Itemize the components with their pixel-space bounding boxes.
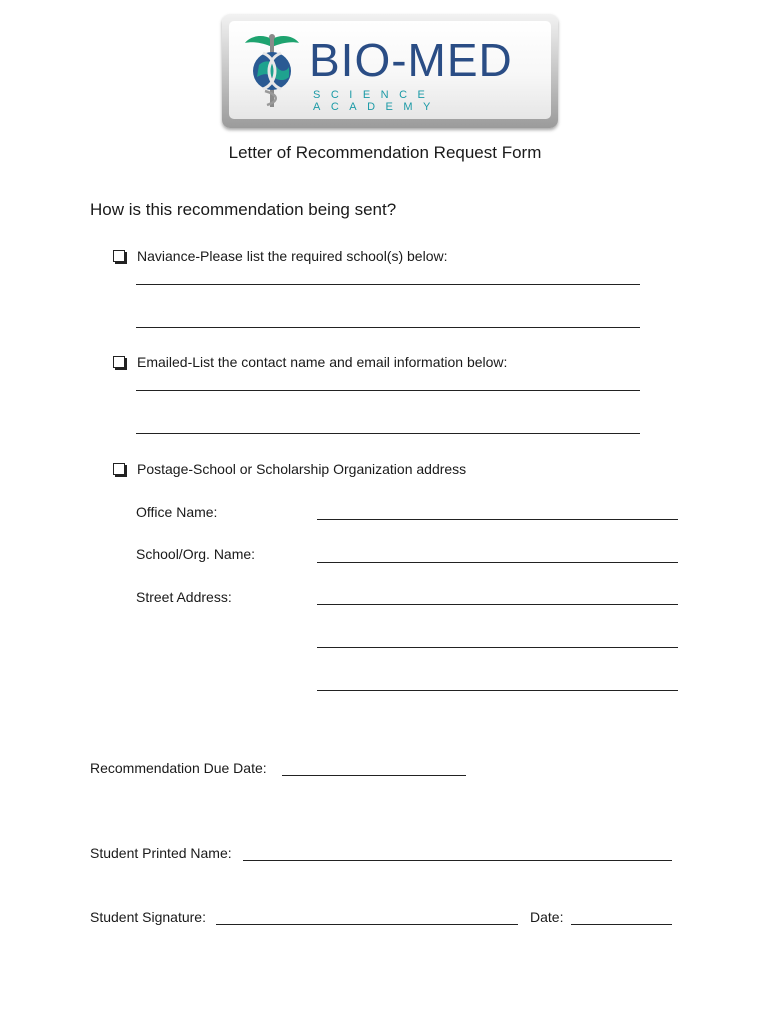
due-date-line[interactable] — [282, 775, 466, 776]
due-date-label: Recommendation Due Date: — [90, 760, 267, 776]
student-signature-label: Student Signature: — [90, 909, 206, 925]
naviance-line-2[interactable] — [136, 327, 640, 328]
office-name-label: Office Name: — [136, 504, 218, 520]
date-label: Date: — [530, 909, 564, 925]
naviance-label: Naviance-Please list the required school(s) below: — [137, 248, 448, 264]
naviance-checkbox[interactable] — [113, 250, 125, 262]
student-name-line[interactable] — [243, 860, 672, 861]
student-name-label: Student Printed Name: — [90, 845, 232, 861]
delivery-question: How is this recommendation being sent? — [90, 200, 397, 219]
emailed-line-2[interactable] — [136, 433, 640, 434]
school-org-name-label: School/Org. Name: — [136, 546, 256, 562]
option-naviance[interactable] — [113, 248, 447, 264]
caduceus-globe-icon — [243, 31, 301, 111]
street-address-line-2[interactable] — [317, 647, 678, 648]
office-name-line[interactable] — [317, 519, 678, 520]
school-org-name-line[interactable] — [317, 562, 678, 563]
logo-subtitle: SCIENCE ACADEMY — [313, 89, 441, 113]
option-postage[interactable] — [113, 461, 466, 477]
logo-title: BIO-MED — [309, 34, 513, 86]
emailed-line-1[interactable] — [136, 390, 640, 391]
form-title: Letter of Recommendation Request Form — [228, 143, 542, 162]
postage-label: Postage-School or Scholarship Organization address — [137, 461, 467, 477]
street-address-line-1[interactable] — [317, 604, 678, 605]
naviance-line-1[interactable] — [136, 284, 640, 285]
school-logo — [222, 14, 558, 128]
street-address-line-3[interactable] — [317, 690, 678, 691]
option-emailed[interactable] — [113, 354, 507, 370]
emailed-label: Emailed-List the contact name and email information below: — [137, 354, 508, 370]
emailed-checkbox[interactable] — [113, 356, 125, 368]
student-signature-line[interactable] — [216, 924, 518, 925]
date-line[interactable] — [571, 924, 672, 925]
postage-checkbox[interactable] — [113, 463, 125, 475]
street-address-label: Street Address: — [136, 589, 232, 605]
